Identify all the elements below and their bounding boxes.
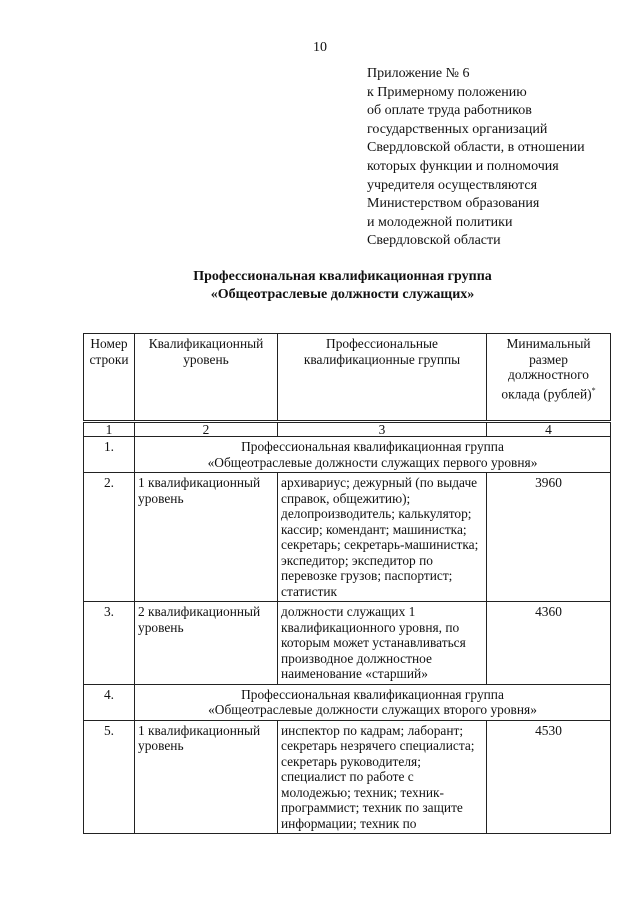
- row-number: 2.: [84, 473, 135, 602]
- appendix-line: к Примерному положению: [367, 84, 527, 100]
- minimum-salary: 4360: [487, 602, 611, 685]
- minimum-salary: 3960: [487, 473, 611, 602]
- table-row: [84, 602, 611, 685]
- table-row: [84, 720, 611, 834]
- appendix-line: Министерством образования: [367, 196, 540, 212]
- appendix-line: Свердловской области, в отношении: [367, 140, 585, 156]
- header-row-number: Номер строки: [84, 334, 135, 422]
- group-title-line: «Общеотраслевые должности служащих первого уровня»: [207, 454, 538, 470]
- header-professional-groups: Профессиональные квалификационные группы: [278, 334, 487, 422]
- group-title: [135, 684, 611, 720]
- positions-list: инспектор по кадрам; лаборант; секретарь незрячего специалиста; секретарь руководителя; специалист по работе с молодежью; техник; техник-программист; техник по защите информации; техник по: [278, 720, 487, 834]
- appendix-line: и молодежной политики: [367, 214, 513, 230]
- heading-line: «Общеотраслевые должности служащих»: [210, 287, 475, 302]
- table-row: [84, 437, 611, 473]
- group-title-line: Профессиональная квалификационная группа: [241, 686, 504, 702]
- row-number: 5.: [84, 720, 135, 834]
- appendix-line: об оплате труда работников: [367, 103, 532, 119]
- column-number: 2: [135, 422, 278, 437]
- appendix-line: Свердловской области: [367, 233, 501, 249]
- column-number: 1: [84, 422, 135, 437]
- table-row: [84, 684, 611, 720]
- appendix-line: Приложение № 6: [367, 66, 470, 81]
- row-number: 4.: [84, 684, 135, 720]
- positions-list: должности служащих 1 квалификационного уровня, по которым может устанавливаться производное должностное наименование «старший»: [278, 602, 487, 685]
- table-row: [84, 473, 611, 602]
- appendix-line: государственных организаций: [367, 121, 548, 137]
- header-qualification-level: Квалификационный уровень: [135, 334, 278, 422]
- qualification-level: 1 квалификационный уровень: [135, 473, 278, 602]
- group-title: [135, 437, 611, 473]
- document-heading: [100, 268, 585, 304]
- header-minimum-salary-text: Минимальный размер должностного оклада (рублей): [501, 336, 592, 401]
- footnote-mark: *: [591, 385, 596, 395]
- column-number: 3: [278, 422, 487, 437]
- table-header-row: [84, 334, 611, 422]
- group-title-line: Профессиональная квалификационная группа: [241, 439, 504, 454]
- group-title-line: «Общеотраслевые должности служащих второго уровня»: [208, 702, 537, 717]
- qualification-level: 2 квалификационный уровень: [135, 602, 278, 685]
- qualification-level: 1 квалификационный уровень: [135, 720, 278, 834]
- page-number: 10: [313, 40, 327, 55]
- qualification-table: [83, 333, 611, 834]
- column-number-row: [84, 422, 611, 437]
- appendix-line: учредителя осуществляются: [367, 177, 538, 193]
- row-number: 3.: [84, 602, 135, 685]
- column-number: 4: [487, 422, 611, 437]
- heading-line: Профессиональная квалификационная группа: [193, 269, 492, 284]
- minimum-salary: 4530: [487, 720, 611, 834]
- positions-list: архивариус; дежурный (по выдаче справок, общежитию); делопроизводитель; калькулятор; кассир; комендант; машинистка; секретарь; секретарь-машинистка; экспедитор; экспедитор по перевозке грузов; паспортист; статистик: [278, 473, 487, 602]
- appendix-block: [367, 65, 585, 251]
- header-minimum-salary: [487, 334, 611, 422]
- appendix-line: которых функции и полномочия: [367, 158, 559, 174]
- row-number: 1.: [84, 437, 135, 473]
